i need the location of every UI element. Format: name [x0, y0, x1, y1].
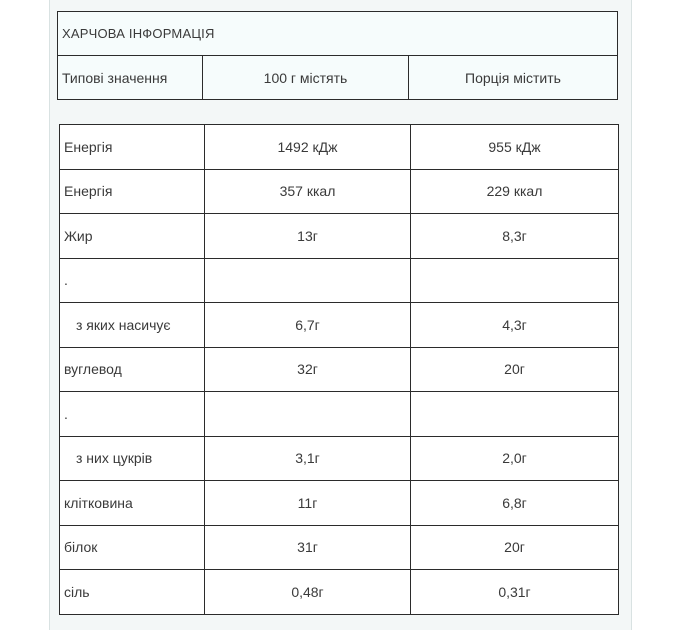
nutrient-label: клітковина [60, 481, 205, 526]
nutrient-label: з яких насичує [60, 303, 205, 348]
nutrient-label: Енергія [60, 125, 205, 170]
table-row [60, 570, 619, 615]
table-row [60, 214, 619, 259]
table-row [60, 481, 619, 526]
value-per-portion [411, 258, 619, 303]
nutrient-label: Енергія [60, 169, 205, 214]
value-per-portion: 2,0г [411, 436, 619, 481]
value-per-100g: 11г [205, 481, 411, 526]
value-per-portion: 955 кДж [411, 125, 619, 170]
nutrition-title: ХАРЧОВА ІНФОРМАЦІЯ [58, 12, 618, 56]
nutrient-label: білок [60, 525, 205, 570]
value-per-100g [205, 392, 411, 437]
value-per-portion: 20г [411, 525, 619, 570]
table-row [60, 392, 619, 437]
header-per-portion: Порція містить [409, 56, 618, 100]
table-row [60, 169, 619, 214]
value-per-portion [411, 392, 619, 437]
value-per-100g: 31г [205, 525, 411, 570]
value-per-100g: 1492 кДж [205, 125, 411, 170]
table-row [60, 125, 619, 170]
table-row [60, 436, 619, 481]
value-per-portion: 4,3г [411, 303, 619, 348]
header-per-100g: 100 г містять [203, 56, 409, 100]
value-per-100g [205, 258, 411, 303]
value-per-portion: 229 ккал [411, 169, 619, 214]
nutrient-label: вуглевод [60, 347, 205, 392]
value-per-100g: 3,1г [205, 436, 411, 481]
header-typical-values: Типові значення [58, 56, 203, 100]
table-row [60, 303, 619, 348]
nutrition-header-table [57, 11, 618, 100]
value-per-100g: 32г [205, 347, 411, 392]
value-per-100g: 6,7г [205, 303, 411, 348]
column-header-row [58, 56, 618, 100]
value-per-100g: 0,48г [205, 570, 411, 615]
value-per-100g: 13г [205, 214, 411, 259]
nutrient-label: . [60, 392, 205, 437]
table-row [60, 525, 619, 570]
nutrition-table [59, 124, 619, 615]
nutrient-label: сіль [60, 570, 205, 615]
nutrient-label: з них цукрів [60, 436, 205, 481]
nutrient-label: . [60, 258, 205, 303]
value-per-100g: 357 ккал [205, 169, 411, 214]
value-per-portion: 0,31г [411, 570, 619, 615]
nutrient-label: Жир [60, 214, 205, 259]
value-per-portion: 20г [411, 347, 619, 392]
table-row [60, 258, 619, 303]
value-per-portion: 8,3г [411, 214, 619, 259]
value-per-portion: 6,8г [411, 481, 619, 526]
table-row [60, 347, 619, 392]
